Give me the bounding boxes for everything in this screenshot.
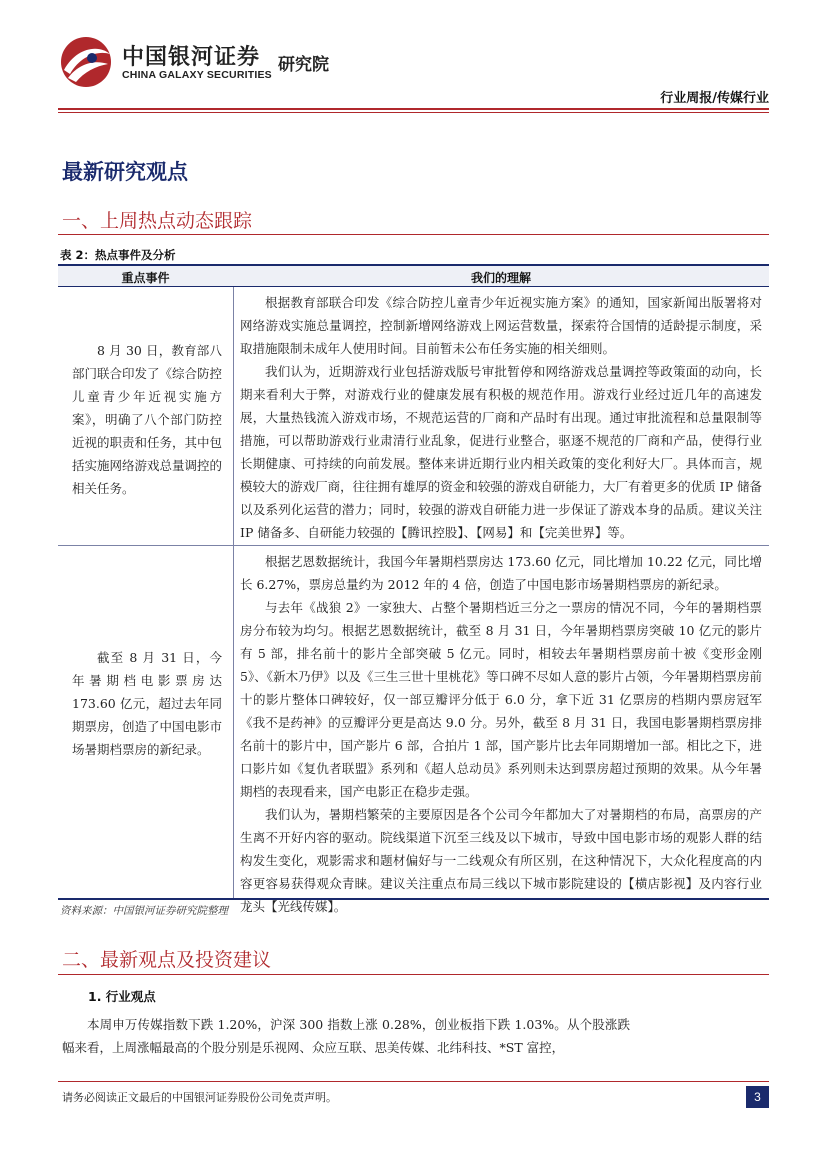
- institute-label: 研究院: [278, 55, 329, 75]
- body-paragraph: [62, 1013, 630, 1059]
- event-cell: 8 月 30 日，教育部八部门联合印发了《综合防控儿童青少年近视实施方案》，明确了八个部门防控近视的职责和任务，其中包括实施网络游戏总量调控的相关任务。: [72, 343, 223, 496]
- header-divider-thin: [58, 112, 769, 113]
- footer-divider: [58, 1081, 769, 1082]
- table-header: [58, 264, 769, 287]
- table-caption: 表 2：热点事件及分析: [60, 248, 176, 262]
- column-header-event: 重点事件: [121, 271, 170, 285]
- table-row: [58, 287, 769, 546]
- table-source: 资料来源：中国银河证券研究院整理: [60, 905, 228, 917]
- analysis-paragraph: 与去年《战狼 2》一家独大、占整个暑期档近三分之一票房的情况不同，今年的暑期档票房分布较为均匀。根据艺恩数据统计，截至 8 月 31 日，今年暑期档票房突破 10 亿元的影片有 5 部，排名前十的影片全部突破 5 亿元。同时，相较去年暑期档票房前十被《变形金刚 5》、《新木乃伊》以及《三生三世十里桃花》等口碑不尽如人意的影片占领，今年暑期档票房前十的影片整体口碑较好，仅一部豆瓣评分低于 6.0 分，拿下近 31 亿票房的档期内票房冠军《我不是药神》的豆瓣评分更是高达 9.0 分。另外，截至 8 月 31 日，我国电影暑期档票房排名前十的影片中，国产影片 6 部，合拍片 1 部，国产影片比去年同期增加一部。相比之下，进口影片如《复仇者联盟》系列和《超人总动员》系列则未达到票房超过预期的效果。从今年暑期档的表现看来，国产电影正在稳步走强。: [240, 600, 762, 799]
- report-type: 行业周报/传媒行业: [660, 91, 769, 106]
- body-text: 本周申万传媒指数下跌 1.20%，沪深 300 指数上涨 0.28%，创业板指下跌 1.03%。从个股涨跌幅来看，上周涨幅最高的个股分别是乐视网、众应互联、思美传媒、北纬科技、*ST 富控，: [62, 1017, 630, 1055]
- analysis-cell: [240, 291, 762, 544]
- column-divider: [233, 546, 234, 898]
- footer-disclaimer: 请务必阅读正文最后的中国银河证券股份公司免责声明。: [62, 1091, 337, 1104]
- brand-name-en: CHINA GALAXY SECURITIES: [122, 69, 272, 81]
- header-divider: [58, 108, 769, 110]
- column-header-analysis: 我们的理解: [470, 271, 531, 285]
- analysis-cell: [240, 550, 762, 918]
- section-heading-2: 二、最新观点及投资建议: [62, 949, 272, 971]
- analysis-paragraph: 我们认为，暑期档繁荣的主要原因是各个公司今年都加大了对暑期档的布局，高票房的产生离不开好内容的驱动。院线渠道下沉至三线及以下城市，导致中国电影市场的观影人群的结构发生变化，观影需求和题材偏好与一二线观众有所区别，在这种情况下，大众化程度高的内容更容易获得观众青睐。建议关注重点布局三线以下城市影院建设的【横店影视】及内容行业龙头【光线传媒】。: [240, 807, 762, 914]
- page-title: 最新研究观点: [62, 160, 188, 184]
- section-divider-1: [58, 234, 769, 235]
- analysis-paragraph: 根据艺恩数据统计，我国今年暑期档票房达 173.60 亿元，同比增加 10.22 亿元，同比增长 6.27%，票房总量约为 2012 年的 4 倍，创造了中国电影市场暑期档票房的新纪录。: [240, 554, 762, 592]
- section-heading-1: 一、上周热点动态跟踪: [62, 210, 253, 232]
- column-divider: [233, 287, 234, 545]
- galaxy-logo-icon: [58, 36, 114, 88]
- event-cell: 截至 8 月 31 日，今年暑期档电影票房达 173.60 亿元，超过去年同期票房，创造了中国电影市场暑期档票房的新纪录。: [72, 650, 223, 757]
- subsection-heading: 1. 行业观点: [88, 989, 156, 1004]
- brand-name: 中国银河证券: [122, 45, 261, 70]
- section-divider-2: [58, 974, 769, 975]
- page-number: 3: [746, 1086, 769, 1108]
- analysis-paragraph: 根据教育部联合印发《综合防控儿童青少年近视实施方案》的通知，国家新闻出版署将对网络游戏实施总量调控，控制新增网络游戏上网运营数量，探索符合国情的适龄提示制度，采取措施限制未成年人使用时间。目前暂未公布任务实施的相关细则。: [240, 295, 762, 356]
- analysis-paragraph: 我们认为，近期游戏行业包括游戏版号审批暂停和网络游戏总量调控等政策面的动向，长期来看利大于弊，对游戏行业的健康发展有积极的规范作用。游戏行业经过近几年的高速发展，大量热钱流入游戏市场，不规范运营的厂商和产品时有出现。通过审批流程和总量限制等措施，可以帮助游戏行业肃清行业乱象，促进行业整合，驱逐不规范的厂商和产品，使得行业长期健康、可持续的向前发展。整体来讲近期行业内相关政策的变化利好大厂。具体而言，规模较大的游戏厂商，往往拥有雄厚的资金和较强的游戏自研能力，大厂有着更多的优质 IP 储备以及系列化运营的潜力；同时，较强的游戏自研能力进一步保证了游戏本身的品质。建议关注 IP 储备多、自研能力较强的【腾讯控股】、【网易】和【完美世界】等。: [240, 364, 762, 540]
